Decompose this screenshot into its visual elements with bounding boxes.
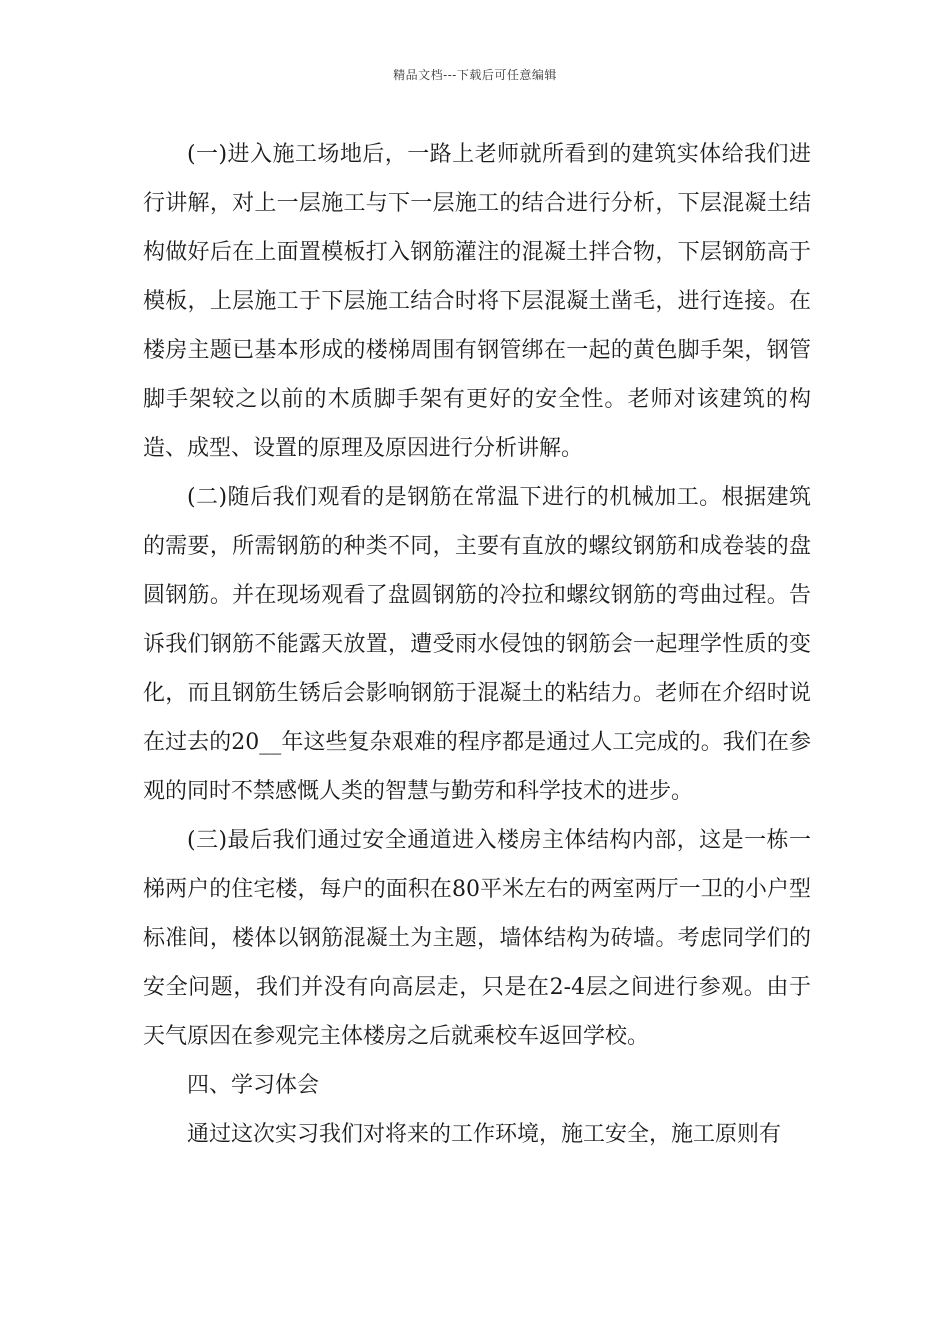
paragraph-learning-summary: 通过这次实习我们对将来的工作环境，施工安全，施工原则有 [187, 1122, 782, 1147]
paragraph-building-interior: (三)最后我们通过安全通道进入楼房主体结构内部，这是一栋一梯两户的住宅楼，每户的面积在80平米左右的两室两厅一卫的小户型标准间，楼体以钢筋混凝土为主题，墙体结构为砖墙。考虑同学们的安全问题，我们并没有向高层走，只是在2-4层之间进行参观。由于天气原因在参观完主体楼房之后就乘校车返回学校。 [143, 828, 811, 1049]
paragraph-rebar-processing: (二)随后我们观看的是钢筋在常温下进行的机械加工。根据建筑的需要，所需钢筋的种类不同，主要有直放的螺纹钢筋和成卷装的盘圆钢筋。并在现场观看了盘圆钢筋的冷拉和螺纹钢筋的弯曲过程。告诉我们钢筋不能露天放置，遭受雨水侵蚀的钢筋会一起理学性质的变化，而且钢筋生锈后会影响钢筋于混凝土的粘结力。老师在介绍时说在过去的20__年这些复杂艰难的程序都是通过人工完成的。我们在参观的同时不禁感慨人类的智慧与勤劳和科学技术的进步。 [143, 485, 811, 804]
paragraph-site-entry: (一)进入施工场地后，一路上老师就所看到的建筑实体给我们进行讲解，对上一层施工与下一层施工的结合进行分析，下层混凝土结构做好后在上面置模板打入钢筋灌注的混凝土拌合物，下层钢筋高于模板，上层施工于下层施工结合时将下层混凝土凿毛，进行连接。在楼房主题已基本形成的楼梯周围有钢管绑在一起的黄色脚手架，钢管脚手架较之以前的木质脚手架有更好的安全性。老师对该建筑的构造、成型、设置的原理及原因进行分析讲解。 [143, 142, 811, 461]
page-header: 精品文档---下载后可任意编辑 [393, 68, 557, 82]
document-body [143, 130, 811, 1159]
section-heading-learning: 四、学习体会 [187, 1073, 320, 1098]
